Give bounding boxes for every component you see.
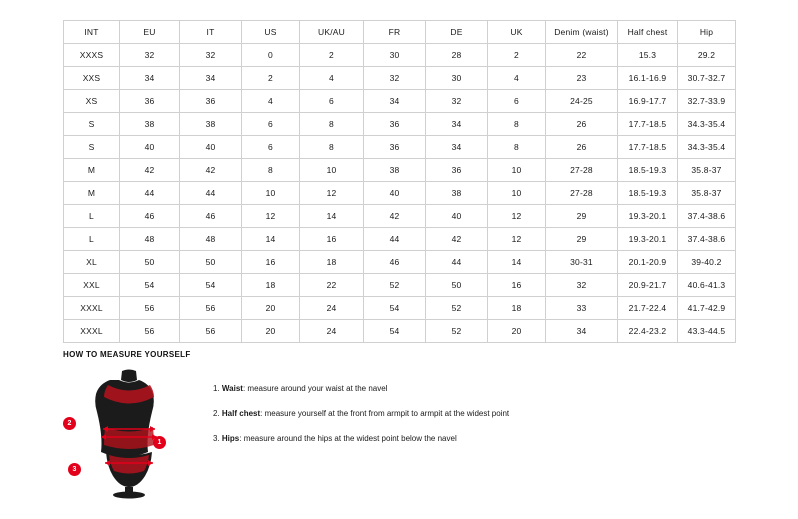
cell-half-chest: 19.3-20.1 [618,205,678,228]
cell-it: 46 [180,205,242,228]
cell-uk-au: 18 [300,251,364,274]
cell-us: 12 [242,205,300,228]
column-header-hip: Hip [678,21,736,44]
size-conversion-table [63,20,736,343]
measure-step-half-chest [213,408,509,420]
table-row [64,44,736,67]
column-header-de: DE [426,21,488,44]
cell-int: S [64,113,120,136]
cell-us: 14 [242,228,300,251]
cell-uk: 8 [488,113,546,136]
table-row [64,320,736,343]
cell-uk-au: 24 [300,297,364,320]
cell-it: 44 [180,182,242,205]
cell-de: 36 [426,159,488,182]
cell-us: 20 [242,297,300,320]
cell-eu: 38 [120,113,180,136]
cell-hip: 30.7-32.7 [678,67,736,90]
cell-hip: 37.4-38.6 [678,205,736,228]
step-term: Half chest [221,409,261,418]
table-row [64,67,736,90]
cell-uk: 10 [488,159,546,182]
table-row [64,205,736,228]
step-text: : measure around your waist at the navel [242,384,388,393]
cell-it: 48 [180,228,242,251]
cell-de: 52 [426,297,488,320]
cell-hip: 35.8-37 [678,159,736,182]
column-header-uk: UK [488,21,546,44]
cell-half-chest: 18.5-19.3 [618,159,678,182]
cell-it: 38 [180,113,242,136]
cell-denim-waist: 26 [546,113,618,136]
cell-de: 50 [426,274,488,297]
cell-denim-waist: 33 [546,297,618,320]
cell-hip: 41.7-42.9 [678,297,736,320]
cell-uk-au: 22 [300,274,364,297]
cell-half-chest: 21.7-22.4 [618,297,678,320]
cell-denim-waist: 29 [546,205,618,228]
cell-uk-au: 2 [300,44,364,67]
cell-denim-waist: 24-25 [546,90,618,113]
how-to-measure-section [63,350,743,499]
cell-de: 38 [426,182,488,205]
cell-us: 4 [242,90,300,113]
cell-uk: 12 [488,228,546,251]
cell-fr: 44 [364,228,426,251]
cell-eu: 44 [120,182,180,205]
cell-de: 34 [426,113,488,136]
cell-hip: 39-40.2 [678,251,736,274]
cell-uk: 6 [488,90,546,113]
table-header [64,21,736,44]
cell-denim-waist: 34 [546,320,618,343]
cell-it: 36 [180,90,242,113]
column-header-it: IT [180,21,242,44]
cell-us: 20 [242,320,300,343]
cell-int: XXXS [64,44,120,67]
cell-fr: 54 [364,320,426,343]
step-term: Waist [221,384,243,393]
cell-eu: 46 [120,205,180,228]
cell-half-chest: 18.5-19.3 [618,182,678,205]
cell-de: 42 [426,228,488,251]
cell-it: 40 [180,136,242,159]
cell-eu: 48 [120,228,180,251]
badge-waist: 1 [153,436,166,449]
cell-eu: 56 [120,297,180,320]
cell-it: 56 [180,320,242,343]
measure-step-waist [213,383,509,395]
table-header-row [64,21,736,44]
cell-int: XXXL [64,320,120,343]
cell-us: 0 [242,44,300,67]
cell-uk-au: 6 [300,90,364,113]
table-row [64,136,736,159]
table-row [64,228,736,251]
cell-uk: 20 [488,320,546,343]
cell-it: 42 [180,159,242,182]
cell-it: 54 [180,274,242,297]
cell-eu: 32 [120,44,180,67]
column-header-eu: EU [120,21,180,44]
cell-int: M [64,159,120,182]
cell-hip: 40.6-41.3 [678,274,736,297]
cell-int: XXXL [64,297,120,320]
how-to-measure-title: HOW TO MEASURE YOURSELF [63,350,191,359]
step-text: : measure around the hips at the widest point below the navel [239,434,457,443]
column-header-half-chest: Half chest [618,21,678,44]
how-to-measure-body [63,369,743,499]
cell-hip: 35.8-37 [678,182,736,205]
table-row [64,182,736,205]
cell-half-chest: 20.9-21.7 [618,274,678,297]
cell-half-chest: 16.9-17.7 [618,90,678,113]
cell-uk-au: 8 [300,136,364,159]
cell-us: 6 [242,113,300,136]
cell-fr: 38 [364,159,426,182]
table-row [64,113,736,136]
cell-denim-waist: 32 [546,274,618,297]
cell-int: M [64,182,120,205]
cell-it: 32 [180,44,242,67]
cell-de: 52 [426,320,488,343]
cell-eu: 56 [120,320,180,343]
cell-us: 6 [242,136,300,159]
cell-fr: 54 [364,297,426,320]
step-term: Hips [221,434,240,443]
cell-fr: 42 [364,205,426,228]
cell-uk: 2 [488,44,546,67]
column-header-us: US [242,21,300,44]
cell-eu: 54 [120,274,180,297]
column-header-fr: FR [364,21,426,44]
cell-uk-au: 24 [300,320,364,343]
cell-us: 8 [242,159,300,182]
cell-denim-waist: 30-31 [546,251,618,274]
cell-uk-au: 16 [300,228,364,251]
size-table-container [63,20,735,343]
table-row [64,90,736,113]
cell-eu: 50 [120,251,180,274]
column-header-uk-au: UK/AU [300,21,364,44]
cell-fr: 46 [364,251,426,274]
cell-half-chest: 20.1-20.9 [618,251,678,274]
cell-hip: 32.7-33.9 [678,90,736,113]
cell-us: 2 [242,67,300,90]
cell-uk: 16 [488,274,546,297]
cell-uk: 10 [488,182,546,205]
measure-steps-list [213,369,509,458]
cell-denim-waist: 23 [546,67,618,90]
measure-step-hips [213,433,509,445]
cell-it: 56 [180,297,242,320]
cell-eu: 42 [120,159,180,182]
cell-int: XS [64,90,120,113]
cell-hip: 37.4-38.6 [678,228,736,251]
table-row [64,159,736,182]
cell-uk-au: 4 [300,67,364,90]
cell-int: XXS [64,67,120,90]
cell-fr: 52 [364,274,426,297]
cell-uk: 14 [488,251,546,274]
table-row [64,297,736,320]
table-row [64,274,736,297]
cell-uk-au: 8 [300,113,364,136]
cell-de: 44 [426,251,488,274]
step-number: 3. [213,434,220,443]
cell-eu: 36 [120,90,180,113]
cell-fr: 30 [364,44,426,67]
cell-half-chest: 16.1-16.9 [618,67,678,90]
cell-fr: 34 [364,90,426,113]
cell-uk-au: 14 [300,205,364,228]
cell-hip: 43.3-44.5 [678,320,736,343]
cell-eu: 34 [120,67,180,90]
cell-half-chest: 15.3 [618,44,678,67]
cell-fr: 36 [364,136,426,159]
cell-int: L [64,205,120,228]
cell-us: 10 [242,182,300,205]
column-header-int: INT [64,21,120,44]
cell-us: 16 [242,251,300,274]
cell-de: 30 [426,67,488,90]
cell-uk: 8 [488,136,546,159]
cell-hip: 34.3-35.4 [678,113,736,136]
table-body [64,44,736,343]
cell-denim-waist: 29 [546,228,618,251]
cell-fr: 40 [364,182,426,205]
cell-int: S [64,136,120,159]
step-number: 1. [213,384,220,393]
cell-int: XXL [64,274,120,297]
badge-hips: 3 [68,463,81,476]
cell-de: 32 [426,90,488,113]
badge-half-chest: 2 [63,417,76,430]
table-row [64,251,736,274]
cell-de: 28 [426,44,488,67]
cell-uk-au: 12 [300,182,364,205]
cell-denim-waist: 27-28 [546,159,618,182]
mannequin-illustration [89,369,169,499]
cell-denim-waist: 26 [546,136,618,159]
cell-uk: 12 [488,205,546,228]
cell-uk-au: 10 [300,159,364,182]
step-number: 2. [213,409,220,418]
cell-eu: 40 [120,136,180,159]
cell-it: 34 [180,67,242,90]
cell-int: L [64,228,120,251]
cell-denim-waist: 27-28 [546,182,618,205]
cell-de: 34 [426,136,488,159]
cell-half-chest: 17.7-18.5 [618,113,678,136]
cell-uk: 4 [488,67,546,90]
cell-half-chest: 22.4-23.2 [618,320,678,343]
column-header-denim-waist: Denim (waist) [546,21,618,44]
cell-fr: 36 [364,113,426,136]
cell-it: 50 [180,251,242,274]
cell-half-chest: 17.7-18.5 [618,136,678,159]
cell-uk: 18 [488,297,546,320]
step-text: : measure yourself at the front from armpit to armpit at the widest point [260,409,510,418]
cell-half-chest: 19.3-20.1 [618,228,678,251]
mannequin-figure [63,369,193,499]
cell-int: XL [64,251,120,274]
cell-us: 18 [242,274,300,297]
cell-hip: 34.3-35.4 [678,136,736,159]
cell-denim-waist: 22 [546,44,618,67]
cell-de: 40 [426,205,488,228]
cell-hip: 29.2 [678,44,736,67]
cell-fr: 32 [364,67,426,90]
